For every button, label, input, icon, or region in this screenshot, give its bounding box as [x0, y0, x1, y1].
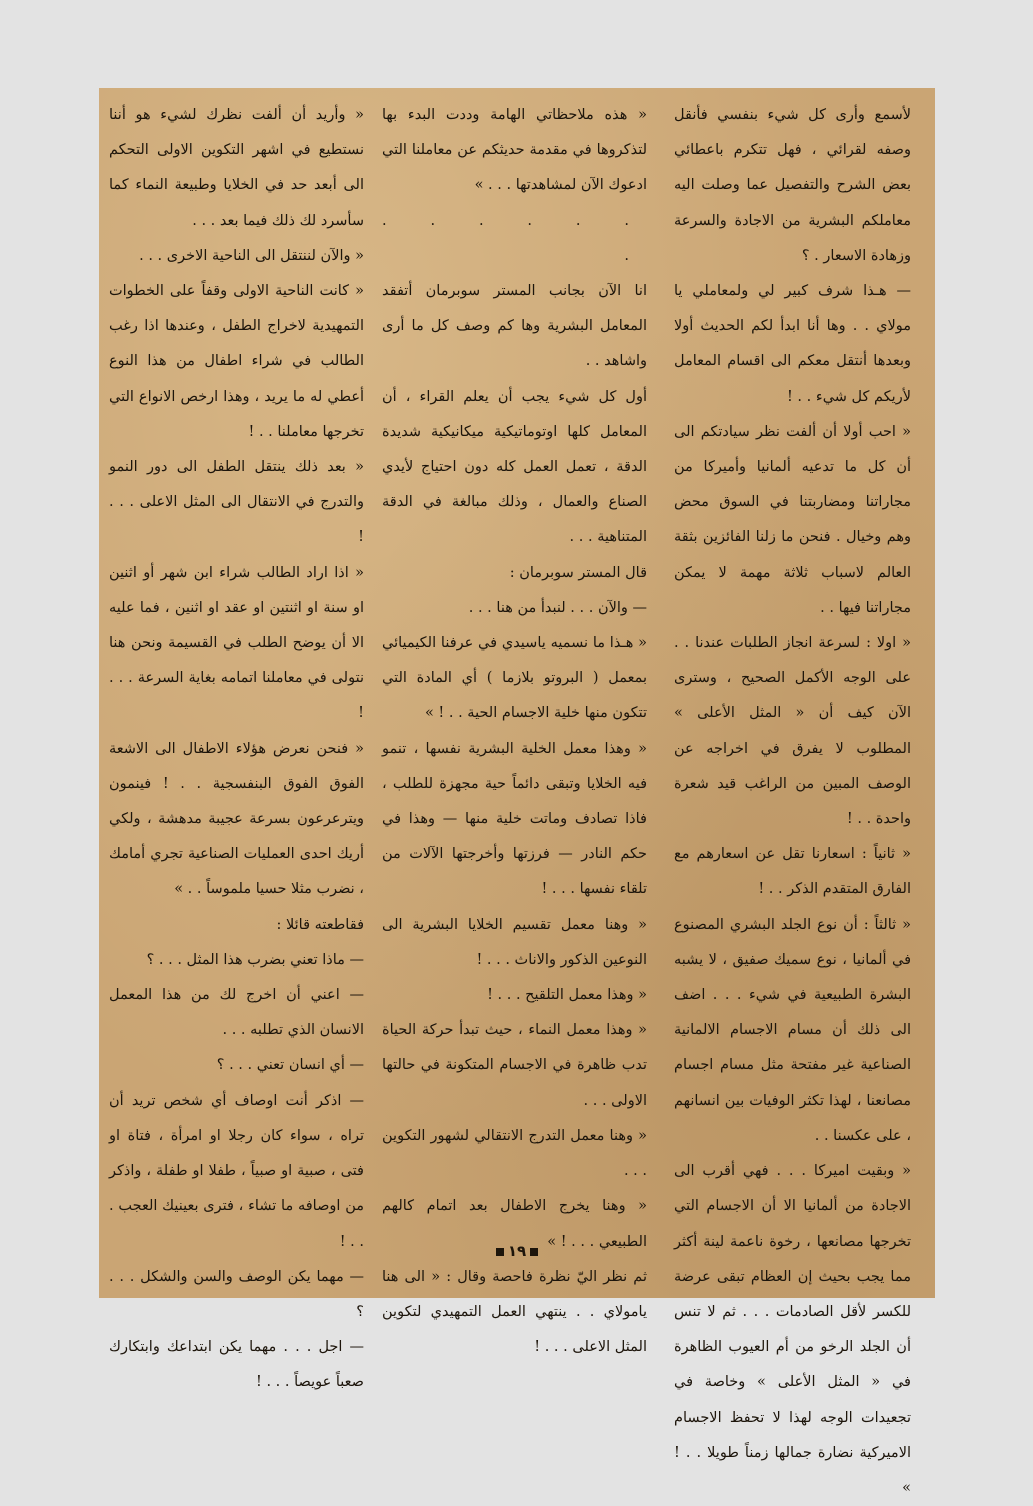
- paragraph: « بعد ذلك ينتقل الطفل الى دور النمو والتدرج في الانتقال الى المثل الاعلى . . . !: [109, 459, 364, 546]
- paragraph: « وهذا معمل النماء ، حيث تبدأ حركة الحياة تدب ظاهرة في الاجسام المتكونة في حالتها الاولى . . .: [382, 1022, 647, 1109]
- paragraph: انا الآن بجانب المستر سوبرمان أتفقد المعامل البشرية وها كم وصف كل ما أرى واشاهد . .: [382, 283, 647, 370]
- paragraph: « وأريد أن ألفت نظرك لشيء هو أننا نستطيع في اشهر التكوين الاولى التحكم الى أبعد حد في الخلايا وطبيعة النماء كما سأسرد لك ذلك فيما بعد . . .: [109, 107, 364, 229]
- paragraph: « وهنا معمل تقسيم الخلايا البشرية الى النوعين الذكور والاناث . . . !: [382, 916, 647, 968]
- paragraph: « هذه ملاحظاتي الهامة وددت البدء بها لتذكروها في مقدمة حديثكم عن معاملنا التي ادعوك الآن لمشاهدتها . . . »: [382, 107, 647, 194]
- paragraph: « ثالثاً : أن نوع الجلد البشري المصنوع في ألمانيا ، نوع سميك صفيق ، لا يشبه البشرة الطبيعية في شيء . . . اضف الى ذلك أن مسام الاجسام الالمانية الصناعية غير مفتحة مثل مسام اجسام مصانعنا ، لهذا تكثر الوفيات بين انسانهم ، على عكسنا . .: [674, 916, 911, 1144]
- paragraph: « اولا : لسرعة انجاز الطلبات عندنا . . على الوجه الأكمل الصحيح ، وسترى الآن كيف أن « المثل الأعلى » المطلوب لا يفرق في اخراجه عن الوصف المبين من الراغب قيد شعرة واحدة . . !: [674, 635, 911, 828]
- text-column-left: [109, 98, 364, 1391]
- paragraph: « وهذا معمل الخلية البشرية نفسها ، تنمو فيه الخلايا وتبقى دائماً حية مجهزة للطلب ، فاذا تصادف وماتت خلية منها — وهذا في حكم النادر — فرزتها وأخرجتها الآلات من تلقاء نفسها . . . !: [382, 740, 647, 898]
- paragraph: — هـذا شرف كبير لي ولمعاملي يا مولاي . . وها أنا ابدأ لكم الحديث أولا وبعدها أنتقل معكم الى اقسام المعامل لأريكم كل شيء . . !: [674, 283, 911, 405]
- paragraph: — مهما يكن الوصف والسن والشكل . . . ؟: [109, 1268, 364, 1320]
- text-column-right: [674, 98, 911, 1496]
- paragraph: « وهنا معمل التدرج الانتقالي لشهور التكوين . . .: [382, 1127, 647, 1180]
- paragraph: — اجل . . . مهما يكن ابتداعك وابتكارك صعباً عويصاً . . . !: [109, 1339, 364, 1391]
- paragraph: « وبقيت اميركا . . . فهي أقرب الى الاجادة من ألمانيا الا أن الاجسام التي تخرجها مصانعها ، رخوة ناعمة لينة أكثر مما يجب بحيث إن العظام تبقى عرضة للكسر لأقل الصادمات . . . ثم لا تنس أن الجلد الرخو من أم العيوب الظاهرة في « المثل الأعلى » وخاصة في تجعيدات الوجه لهذا لا تحفظ الاجسام الاميركية نضارة جمالها زمناً طويلا . . ! »: [674, 1163, 911, 1496]
- paragraph: أول كل شيء يجب أن يعلم القراء ، أن المعامل كلها اوتوماتيكية ميكانيكية شديدة الدقة ، تعمل العمل كله دون احتياج لأيدي الصناع والعمال ، وذلك مبالغة في الدقة المتناهية . . .: [382, 388, 647, 546]
- paragraph: — والآن . . . لنبدأ من هنا . . .: [468, 599, 647, 616]
- paragraph: — اعني أن اخرج لك من هذا المعمل الانسان الذي تطلبه . . .: [109, 987, 364, 1039]
- paragraph: — أي انسان تعني . . . ؟: [216, 1057, 364, 1074]
- paragraph: فقاطعته قائلا :: [276, 916, 364, 933]
- paragraph: . . . . . . .: [382, 212, 647, 264]
- paragraph: « وهنا يخرج الاطفال بعد اتمام كالهم الطبيعي . . . ! »: [382, 1198, 647, 1250]
- paragraph: « هـذا ما نسميه ياسيدي في عرفنا الكيميائي بمعمل ( البروتو بلازما ) أي المادة التي تتكون منها خلية الاجسام الحية . . ! »: [382, 635, 647, 722]
- paragraph: — اذكر أنت اوصاف أي شخص تريد أن تراه ، سواء كان رجلا او امرأة ، فتاة او فتى ، صبية او صبياً ، طفلا او طفلة ، واذكر من اوصافه ما تشاء ، فترى بعينيك العجب . . . !: [109, 1092, 364, 1250]
- paragraph: « فنحن نعرض هؤلاء الاطفال الى الاشعة الفوق الفوق البنفسجية . . ! فينمون ويترعرعون بسرعة عجيبة مدهشة ، ولكي أريك احدى العمليات الصناعية تجري أمامك ، نضرب مثلا حسيا ملموساً . . »: [109, 740, 364, 898]
- paragraph: « ثانياً : اسعارنا تقل عن اسعارهم مع الفارق المتقدم الذكر . . !: [674, 846, 911, 898]
- paragraph: ثم نظر اليّ نظرة فاحصة وقال : « الى هنا يامولاي . . ينتهي العمل التمهيدي لتكوين المثل الاعلى . . . !: [382, 1268, 647, 1356]
- page-number-text: ١٩: [507, 1242, 527, 1260]
- magazine-page: [99, 88, 935, 1496]
- square-ornament-icon: [496, 1248, 504, 1256]
- page-number: [99, 1242, 935, 1260]
- paragraph: قال المستر سوبرمان :: [509, 564, 647, 581]
- paragraph: لأسمع وأرى كل شيء بنفسي فأنقل وصفه لقرائي ، فهل تتكرم باعطائي بعض الشرح والتفصيل عما وصلت اليه معاملكم البشرية من الاجادة والسرعة وزهادة الاسعار . ؟: [674, 107, 911, 264]
- paragraph: « كانت الناحية الاولى وقفاً على الخطوات التمهيدية لاخراج الطفل ، وعندها اذا رغب الطالب في شراء اطفال من هذا النوع أعطي له ما يريد ، وهذا ارخص الانواع التي تخرجها معاملنا . . !: [109, 283, 364, 440]
- paragraph: « والآن لننتقل الى الناحية الاخرى . . .: [139, 247, 364, 264]
- paragraph: « وهذا معمل التلقيح . . . !: [487, 987, 647, 1004]
- paragraph: « احب أولا أن ألفت نظر سيادتكم الى أن كل ما تدعيه ألمانيا وأميركا من مجاراتنا ومضاربتنا في السوق محض وهم وخيال . فنحن ما زلنا الفائزين بثقة العالم لاسباب ثلاثة مهمة لا يمكن مجاراتنا فيها . .: [674, 423, 911, 616]
- square-ornament-icon: [530, 1248, 538, 1256]
- paragraph: — ماذا تعني بضرب هذا المثل . . . ؟: [146, 951, 364, 968]
- paragraph: « اذا اراد الطالب شراء ابن شهر أو اثنين او سنة او اثنتين او عقد او اثنين ، فما عليه الا أن يوضح الطلب في القسيمة ونحن هنا نتولى في معاملنا اتمامه بغاية السرعة . . . !: [109, 564, 364, 722]
